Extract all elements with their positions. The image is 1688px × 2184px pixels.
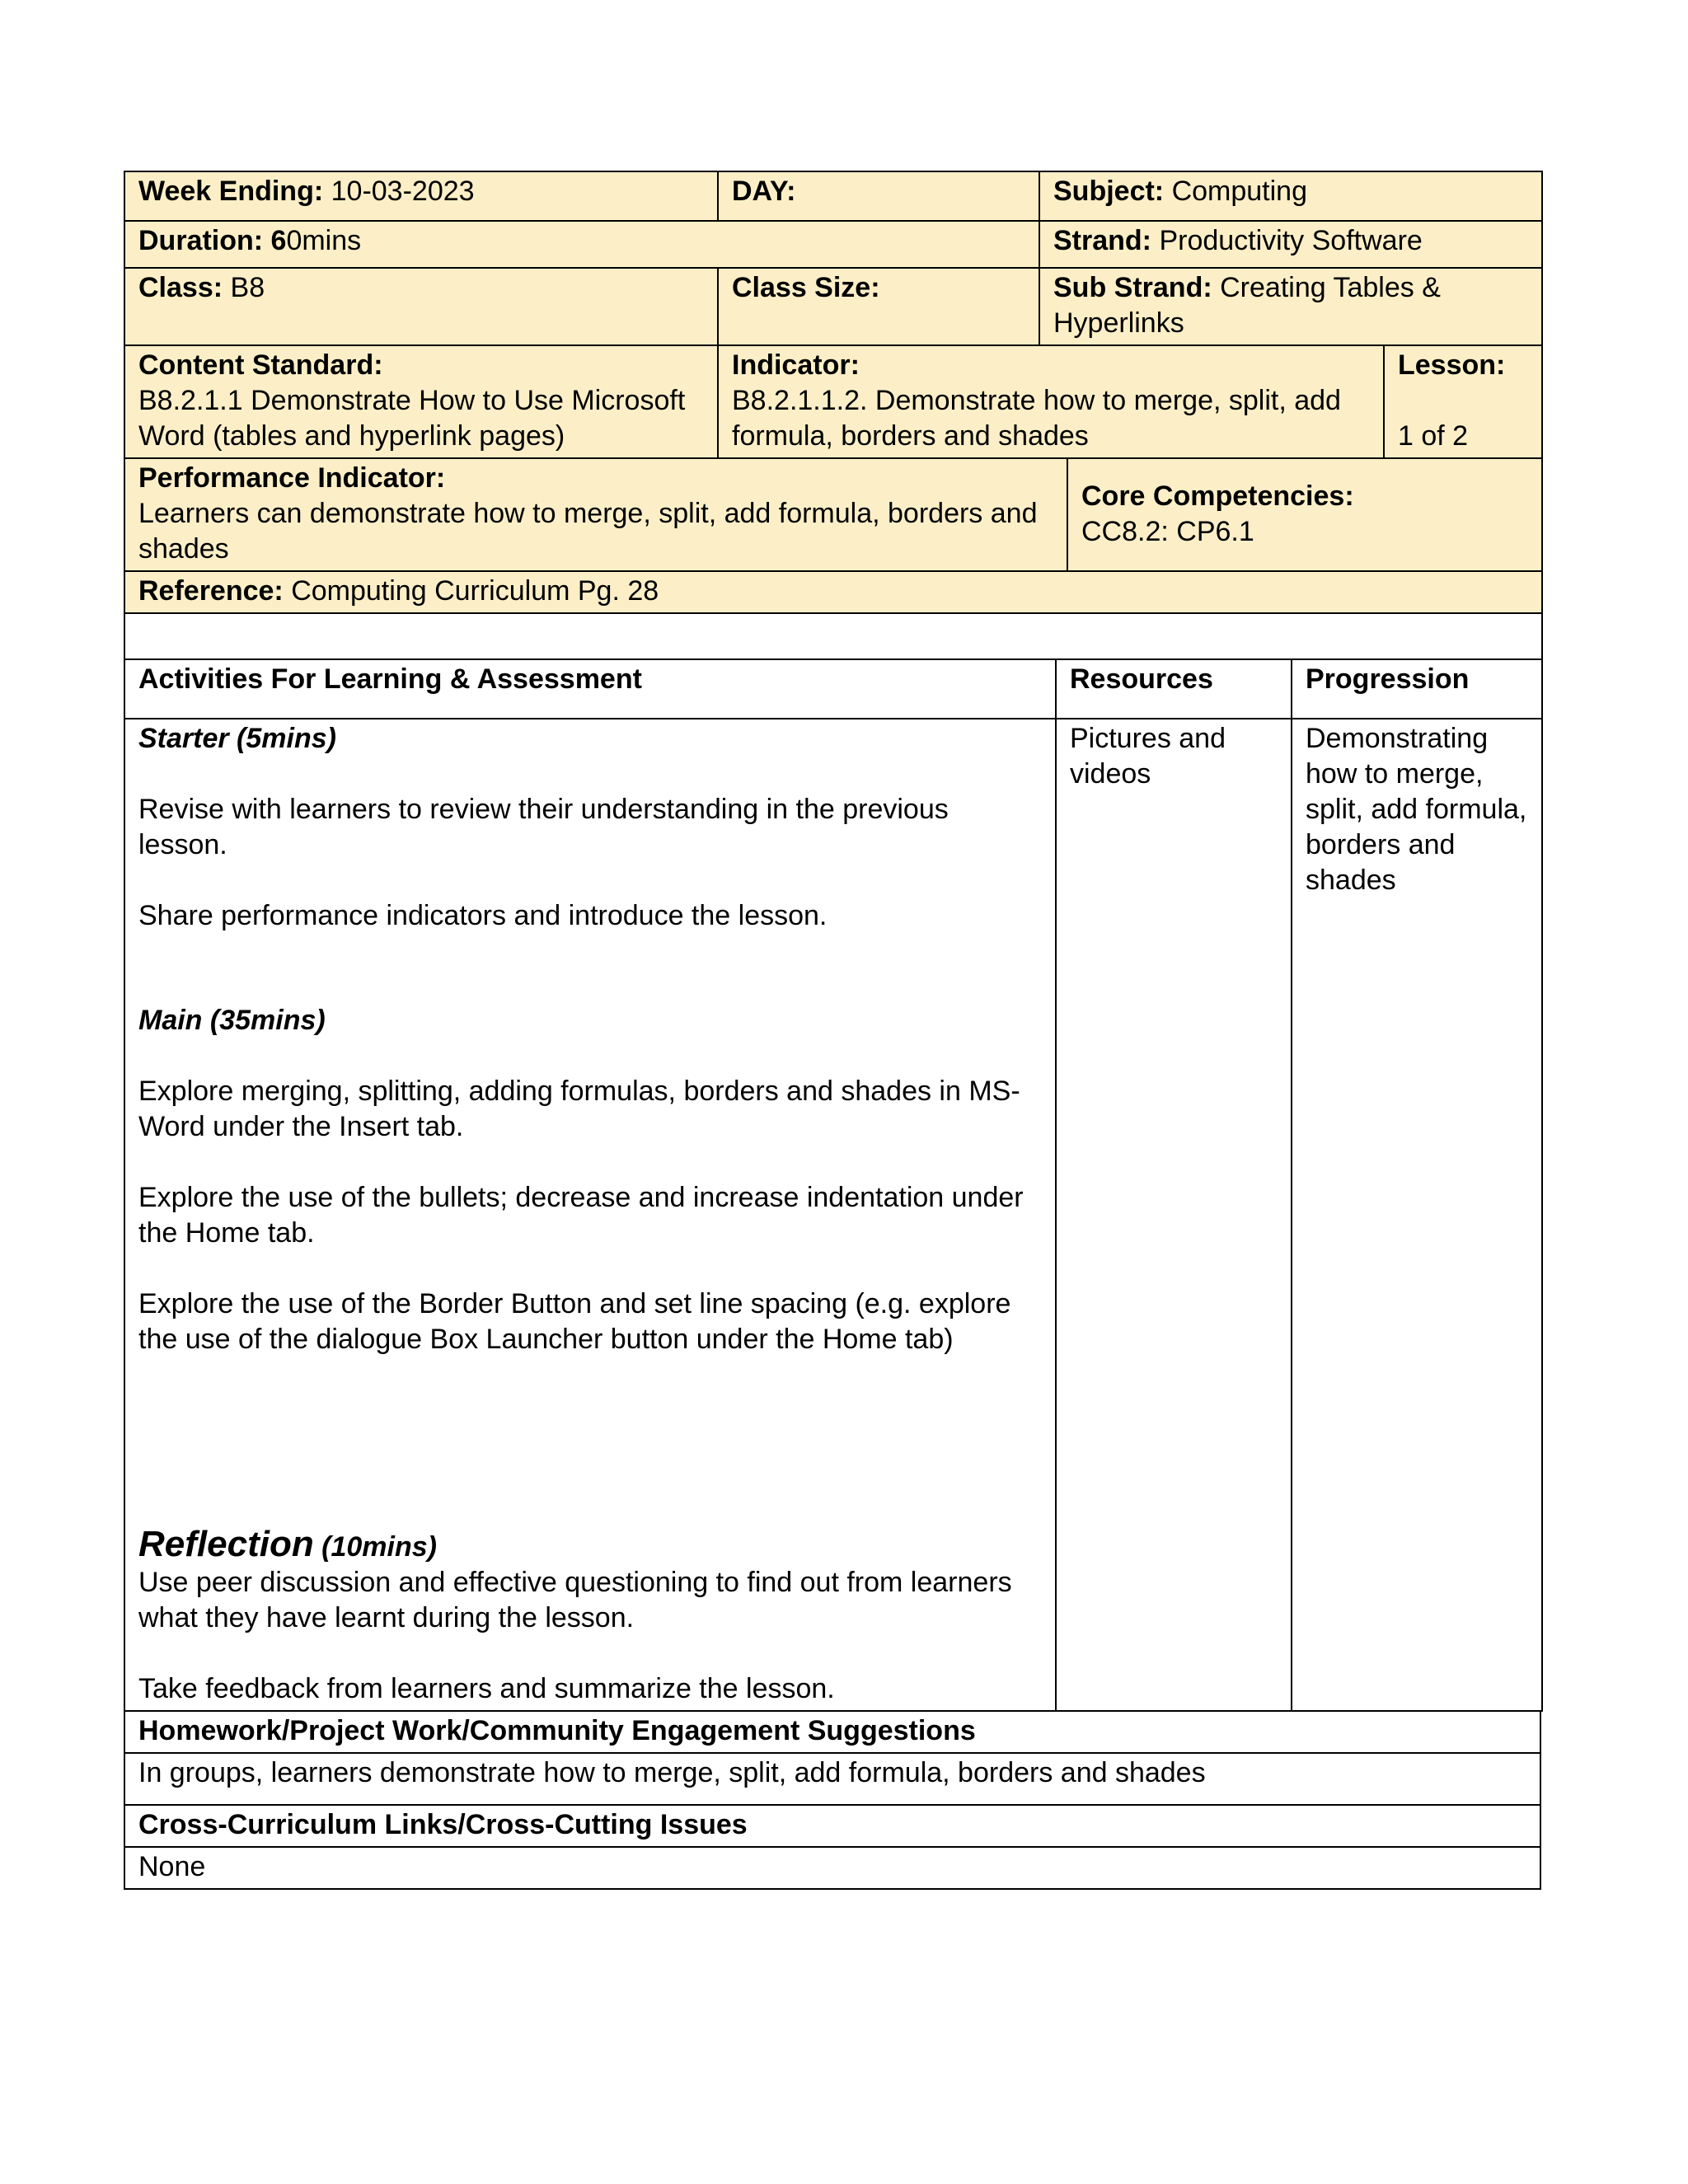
day-cell bbox=[718, 171, 1039, 221]
week-ending-cell bbox=[124, 171, 718, 221]
class-value: B8 bbox=[230, 272, 265, 303]
progression-value: Demonstrating how to merge, split, add formula, borders and shades bbox=[1306, 723, 1527, 896]
content-standard-value: B8.2.1.1 Demonstrate How to Use Microsoft Word (tables and hyperlink pages) bbox=[138, 385, 686, 452]
performance-indicator-value: Learners can demonstrate how to merge, split, add formula, borders and shades bbox=[138, 498, 1038, 565]
main-paragraph-1: Explore merging, splitting, adding formulas, borders and shades in MS-Word under the Insert tab. bbox=[138, 1076, 1020, 1142]
reflection-heading bbox=[138, 1526, 1042, 1565]
core-competencies-cell bbox=[1067, 458, 1542, 571]
cross-curriculum-value: None bbox=[124, 1847, 1540, 1889]
lesson-plan bbox=[124, 171, 1541, 1890]
performance-indicator-label: Performance Indicator: bbox=[138, 462, 446, 494]
day-label: DAY: bbox=[732, 176, 796, 207]
indicator-label: Indicator: bbox=[732, 349, 860, 381]
duration-label: Duration: 6 bbox=[138, 225, 287, 256]
activities-cell bbox=[124, 719, 1056, 1711]
performance-table bbox=[124, 457, 1543, 660]
core-competencies-label: Core Competencies: bbox=[1081, 480, 1354, 512]
strand-cell bbox=[1039, 221, 1542, 268]
reflection-time: (10mins) bbox=[321, 1531, 437, 1563]
lesson-label: Lesson: bbox=[1398, 349, 1506, 381]
reference-cell bbox=[124, 571, 1542, 613]
progression-header: Progression bbox=[1292, 659, 1542, 719]
reflection-title: Reflection bbox=[138, 1524, 314, 1564]
class-size-cell bbox=[718, 268, 1039, 345]
activities-table bbox=[124, 658, 1543, 1712]
lesson-value: 1 of 2 bbox=[1398, 420, 1469, 452]
resources-cell bbox=[1056, 719, 1292, 1711]
performance-indicator-cell bbox=[124, 458, 1067, 571]
strand-label: Strand: bbox=[1053, 225, 1151, 256]
footer-table bbox=[124, 1710, 1541, 1890]
spacer-row bbox=[124, 613, 1542, 659]
lesson-cell bbox=[1384, 345, 1542, 458]
homework-label: Homework/Project Work/Community Engagement Suggestions bbox=[124, 1711, 1540, 1753]
activities-header: Activities For Learning & Assessment bbox=[124, 659, 1056, 719]
lesson-plan-table bbox=[124, 171, 1543, 346]
subject-value: Computing bbox=[1171, 176, 1307, 207]
starter-heading: Starter (5mins) bbox=[138, 723, 336, 754]
sub-strand-value: Creating Tables & Hyperlinks bbox=[1053, 272, 1441, 339]
core-competencies-value: CC8.2: CP6.1 bbox=[1081, 515, 1254, 547]
resources-header: Resources bbox=[1056, 659, 1292, 719]
indicator-cell bbox=[718, 345, 1384, 458]
strand-value: Productivity Software bbox=[1159, 225, 1423, 256]
class-label: Class: bbox=[138, 272, 223, 303]
reflection-paragraph-1: Use peer discussion and effective questioning to find out from learners what they have learnt during the lesson. bbox=[138, 1567, 1012, 1633]
class-cell bbox=[124, 268, 718, 345]
main-paragraph-2: Explore the use of the bullets; decrease and increase indentation under the Home tab. bbox=[138, 1182, 1024, 1249]
cross-curriculum-label: Cross-Curriculum Links/Cross-Cutting Issues bbox=[124, 1805, 1540, 1847]
subject-label: Subject: bbox=[1053, 176, 1165, 207]
class-size-label: Class Size: bbox=[732, 272, 880, 303]
starter-paragraph-2: Share performance indicators and introduce the lesson. bbox=[138, 900, 828, 931]
progression-cell bbox=[1292, 719, 1542, 1711]
resources-value: Pictures and videos bbox=[1070, 723, 1226, 790]
reference-label: Reference: bbox=[138, 575, 284, 607]
reference-value: Computing Curriculum Pg. 28 bbox=[291, 575, 659, 607]
reflection-paragraph-2: Take feedback from learners and summarize the lesson. bbox=[138, 1673, 835, 1704]
duration-cell bbox=[124, 221, 1039, 268]
starter-paragraph-1: Revise with learners to review their understanding in the previous lesson. bbox=[138, 794, 949, 860]
sub-strand-cell bbox=[1039, 268, 1542, 345]
content-standard-label: Content Standard: bbox=[138, 349, 383, 381]
duration-value: 0mins bbox=[286, 225, 362, 256]
indicator-value: B8.2.1.1.2. Demonstrate how to merge, split, add formula, borders and shades bbox=[732, 385, 1341, 452]
subject-cell bbox=[1039, 171, 1542, 221]
homework-value: In groups, learners demonstrate how to merge, split, add formula, borders and shades bbox=[124, 1753, 1540, 1805]
main-heading: Main (35mins) bbox=[138, 1005, 326, 1036]
content-standard-cell bbox=[124, 345, 718, 458]
week-ending-value: 10-03-2023 bbox=[331, 176, 475, 207]
week-ending-label: Week Ending: bbox=[138, 176, 324, 207]
standards-table bbox=[124, 344, 1543, 459]
main-paragraph-3: Explore the use of the Border Button and set line spacing (e.g. explore the use of the dialogue Box Launcher button under the Home tab) bbox=[138, 1288, 1011, 1355]
sub-strand-label: Sub Strand: bbox=[1053, 272, 1212, 303]
